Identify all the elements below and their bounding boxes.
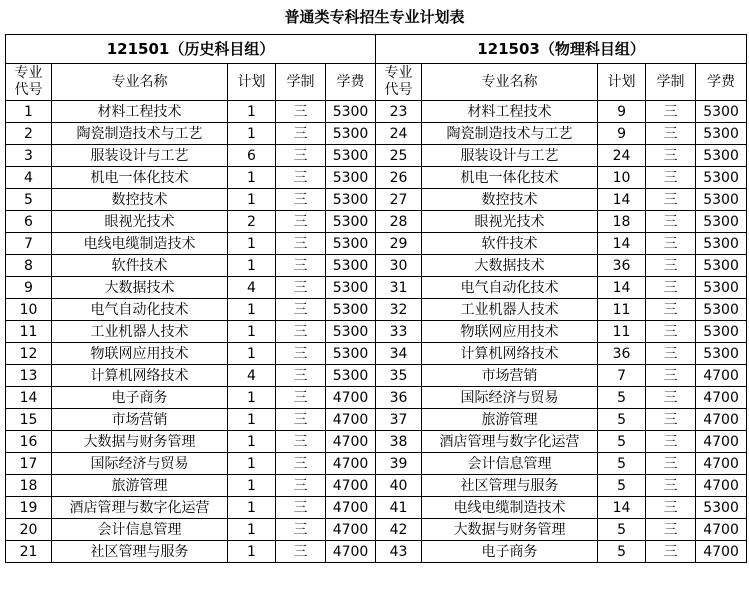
cell-years: 三	[646, 409, 696, 431]
cell-fee: 4700	[326, 519, 376, 541]
cell-years: 三	[276, 145, 326, 167]
header-code-line1: 专业	[14, 65, 43, 81]
cell-years: 三	[276, 321, 326, 343]
cell-years: 三	[276, 299, 326, 321]
page-title: 普通类专科招生专业计划表	[284, 8, 465, 26]
cell-name: 材料工程技术	[422, 101, 598, 123]
cell-years: 三	[276, 365, 326, 387]
cell-code: 26	[376, 167, 422, 189]
table-row	[6, 365, 747, 387]
cell-years: 三	[646, 299, 696, 321]
cell-name: 电线电缆制造技术	[422, 497, 598, 519]
cell-years: 三	[276, 387, 326, 409]
cell-name: 电线电缆制造技术	[52, 233, 228, 255]
table-row	[6, 123, 747, 145]
cell-name: 机电一体化技术	[52, 167, 228, 189]
cell-fee: 5300	[326, 123, 376, 145]
cell-code: 11	[6, 321, 52, 343]
cell-code: 31	[376, 277, 422, 299]
cell-name: 酒店管理与数字化运营	[422, 431, 598, 453]
cell-code: 20	[6, 519, 52, 541]
cell-name: 国际经济与贸易	[422, 387, 598, 409]
cell-years: 三	[276, 233, 326, 255]
cell-code: 18	[6, 475, 52, 497]
table-row	[6, 321, 747, 343]
table-row	[6, 299, 747, 321]
table-row	[6, 497, 747, 519]
cell-years: 三	[276, 431, 326, 453]
cell-fee: 5300	[696, 211, 747, 233]
cell-code: 28	[376, 211, 422, 233]
cell-plan: 1	[228, 541, 276, 563]
cell-code: 10	[6, 299, 52, 321]
cell-years: 三	[646, 167, 696, 189]
cell-years: 三	[646, 233, 696, 255]
table-row	[6, 453, 747, 475]
cell-fee: 5300	[326, 277, 376, 299]
cell-fee: 4700	[326, 497, 376, 519]
cell-years: 三	[276, 343, 326, 365]
cell-plan: 1	[228, 519, 276, 541]
cell-fee: 5300	[696, 233, 747, 255]
cell-name: 工业机器人技术	[52, 321, 228, 343]
cell-plan: 11	[598, 299, 646, 321]
cell-years: 三	[646, 321, 696, 343]
cell-plan: 1	[228, 453, 276, 475]
cell-plan: 1	[228, 189, 276, 211]
cell-name: 计算机网络技术	[52, 365, 228, 387]
cell-years: 三	[276, 497, 326, 519]
cell-fee: 4700	[326, 453, 376, 475]
cell-fee: 4700	[696, 541, 747, 563]
cell-fee: 5300	[326, 211, 376, 233]
cell-code: 38	[376, 431, 422, 453]
column-header-plan: 计划	[598, 64, 646, 101]
cell-code: 17	[6, 453, 52, 475]
cell-code: 7	[6, 233, 52, 255]
cell-years: 三	[276, 519, 326, 541]
cell-code: 5	[6, 189, 52, 211]
table-row	[6, 277, 747, 299]
cell-plan: 4	[228, 365, 276, 387]
table-row	[6, 145, 747, 167]
cell-fee: 5300	[326, 167, 376, 189]
cell-name: 电子商务	[422, 541, 598, 563]
cell-code: 19	[6, 497, 52, 519]
cell-plan: 1	[228, 431, 276, 453]
cell-code: 9	[6, 277, 52, 299]
cell-plan: 6	[228, 145, 276, 167]
column-header-years: 学制	[276, 64, 326, 101]
cell-name: 社区管理与服务	[52, 541, 228, 563]
cell-plan: 1	[228, 497, 276, 519]
column-header-fee: 学费	[326, 64, 376, 101]
cell-years: 三	[646, 211, 696, 233]
cell-name: 软件技术	[422, 233, 598, 255]
cell-name: 计算机网络技术	[422, 343, 598, 365]
cell-fee: 5300	[696, 277, 747, 299]
cell-fee: 5300	[696, 255, 747, 277]
cell-plan: 1	[228, 475, 276, 497]
cell-fee: 4700	[696, 365, 747, 387]
cell-fee: 4700	[326, 475, 376, 497]
cell-fee: 5300	[696, 343, 747, 365]
cell-fee: 5300	[326, 255, 376, 277]
cell-fee: 5300	[696, 167, 747, 189]
cell-name: 会计信息管理	[422, 453, 598, 475]
column-header-name: 专业名称	[422, 64, 598, 101]
cell-code: 33	[376, 321, 422, 343]
cell-plan: 9	[598, 101, 646, 123]
cell-plan: 5	[598, 541, 646, 563]
enrollment-plan-table	[5, 34, 747, 563]
cell-name: 旅游管理	[52, 475, 228, 497]
cell-plan: 36	[598, 255, 646, 277]
group-header-row	[6, 35, 747, 64]
cell-code: 24	[376, 123, 422, 145]
cell-name: 物联网应用技术	[422, 321, 598, 343]
cell-plan: 9	[598, 123, 646, 145]
cell-years: 三	[646, 123, 696, 145]
cell-fee: 5300	[326, 233, 376, 255]
table-row	[6, 167, 747, 189]
cell-fee: 4700	[696, 409, 747, 431]
cell-fee: 5300	[326, 321, 376, 343]
cell-plan: 24	[598, 145, 646, 167]
table-row	[6, 387, 747, 409]
cell-years: 三	[646, 541, 696, 563]
cell-code: 43	[376, 541, 422, 563]
cell-fee: 4700	[696, 387, 747, 409]
cell-fee: 5300	[326, 145, 376, 167]
cell-name: 大数据与财务管理	[52, 431, 228, 453]
cell-name: 大数据与财务管理	[422, 519, 598, 541]
cell-years: 三	[646, 255, 696, 277]
cell-name: 眼视光技术	[52, 211, 228, 233]
cell-plan: 14	[598, 189, 646, 211]
cell-name: 软件技术	[52, 255, 228, 277]
cell-fee: 5300	[326, 101, 376, 123]
cell-plan: 14	[598, 233, 646, 255]
cell-plan: 14	[598, 277, 646, 299]
cell-years: 三	[646, 343, 696, 365]
cell-fee: 4700	[696, 453, 747, 475]
cell-years: 三	[646, 277, 696, 299]
cell-fee: 5300	[326, 189, 376, 211]
cell-code: 39	[376, 453, 422, 475]
cell-years: 三	[646, 387, 696, 409]
cell-code: 3	[6, 145, 52, 167]
cell-fee: 4700	[326, 541, 376, 563]
table-row	[6, 409, 747, 431]
header-code-line2: 代号	[384, 82, 413, 98]
cell-years: 三	[276, 101, 326, 123]
group-header-physics: 121503（物理科目组）	[376, 35, 747, 64]
cell-name: 大数据技术	[52, 277, 228, 299]
cell-name: 电气自动化技术	[422, 277, 598, 299]
cell-plan: 5	[598, 519, 646, 541]
cell-name: 市场营销	[422, 365, 598, 387]
cell-fee: 5300	[696, 321, 747, 343]
cell-plan: 1	[228, 233, 276, 255]
column-header-fee: 学费	[696, 64, 747, 101]
cell-code: 14	[6, 387, 52, 409]
cell-plan: 18	[598, 211, 646, 233]
cell-name: 陶瓷制造技术与工艺	[422, 123, 598, 145]
cell-name: 社区管理与服务	[422, 475, 598, 497]
cell-code: 23	[376, 101, 422, 123]
cell-code: 41	[376, 497, 422, 519]
cell-name: 数控技术	[52, 189, 228, 211]
cell-fee: 5300	[326, 299, 376, 321]
cell-years: 三	[646, 475, 696, 497]
cell-name: 市场营销	[52, 409, 228, 431]
cell-fee: 5300	[696, 299, 747, 321]
table-row	[6, 431, 747, 453]
cell-plan: 7	[598, 365, 646, 387]
table-row	[6, 343, 747, 365]
cell-name: 眼视光技术	[422, 211, 598, 233]
cell-code: 32	[376, 299, 422, 321]
group-header-history: 121501（历史科目组）	[6, 35, 376, 64]
cell-code: 15	[6, 409, 52, 431]
table-row	[6, 255, 747, 277]
cell-name: 电子商务	[52, 387, 228, 409]
cell-name: 机电一体化技术	[422, 167, 598, 189]
cell-years: 三	[276, 541, 326, 563]
cell-plan: 1	[228, 101, 276, 123]
column-header-years: 学制	[646, 64, 696, 101]
column-header-code	[376, 64, 422, 101]
cell-code: 21	[6, 541, 52, 563]
cell-code: 6	[6, 211, 52, 233]
cell-name: 电气自动化技术	[52, 299, 228, 321]
cell-plan: 5	[598, 387, 646, 409]
cell-code: 29	[376, 233, 422, 255]
cell-years: 三	[276, 211, 326, 233]
cell-fee: 5300	[696, 101, 747, 123]
cell-name: 旅游管理	[422, 409, 598, 431]
cell-code: 37	[376, 409, 422, 431]
cell-name: 大数据技术	[422, 255, 598, 277]
column-header-plan: 计划	[228, 64, 276, 101]
cell-name: 服装设计与工艺	[52, 145, 228, 167]
cell-name: 服装设计与工艺	[422, 145, 598, 167]
table-row	[6, 211, 747, 233]
cell-plan: 4	[228, 277, 276, 299]
cell-fee: 5300	[696, 497, 747, 519]
cell-years: 三	[646, 453, 696, 475]
cell-plan: 5	[598, 475, 646, 497]
cell-plan: 1	[228, 255, 276, 277]
cell-code: 4	[6, 167, 52, 189]
cell-years: 三	[646, 145, 696, 167]
header-code-line2: 代号	[14, 82, 43, 98]
cell-fee: 5300	[326, 343, 376, 365]
cell-fee: 5300	[696, 189, 747, 211]
cell-code: 36	[376, 387, 422, 409]
cell-plan: 36	[598, 343, 646, 365]
cell-code: 13	[6, 365, 52, 387]
cell-plan: 1	[228, 299, 276, 321]
cell-plan: 1	[228, 409, 276, 431]
cell-years: 三	[646, 189, 696, 211]
cell-name: 物联网应用技术	[52, 343, 228, 365]
column-header-name: 专业名称	[52, 64, 228, 101]
cell-name: 材料工程技术	[52, 101, 228, 123]
cell-plan: 5	[598, 409, 646, 431]
cell-name: 酒店管理与数字化运营	[52, 497, 228, 519]
cell-plan: 10	[598, 167, 646, 189]
cell-fee: 5300	[696, 123, 747, 145]
cell-fee: 5300	[696, 145, 747, 167]
cell-code: 16	[6, 431, 52, 453]
cell-plan: 1	[228, 343, 276, 365]
cell-fee: 4700	[326, 387, 376, 409]
cell-name: 工业机器人技术	[422, 299, 598, 321]
cell-plan: 5	[598, 453, 646, 475]
cell-code: 8	[6, 255, 52, 277]
cell-fee: 4700	[696, 475, 747, 497]
cell-plan: 1	[228, 123, 276, 145]
cell-code: 42	[376, 519, 422, 541]
cell-plan: 5	[598, 431, 646, 453]
cell-code: 27	[376, 189, 422, 211]
cell-years: 三	[646, 431, 696, 453]
cell-years: 三	[646, 519, 696, 541]
cell-fee: 4700	[326, 409, 376, 431]
column-header-row	[6, 64, 747, 101]
table-row	[6, 519, 747, 541]
cell-name: 数控技术	[422, 189, 598, 211]
cell-plan: 11	[598, 321, 646, 343]
column-header-code	[6, 64, 52, 101]
cell-code: 40	[376, 475, 422, 497]
cell-code: 12	[6, 343, 52, 365]
cell-plan: 14	[598, 497, 646, 519]
cell-fee: 4700	[696, 519, 747, 541]
table-row	[6, 475, 747, 497]
cell-years: 三	[276, 255, 326, 277]
cell-code: 2	[6, 123, 52, 145]
cell-fee: 4700	[326, 431, 376, 453]
cell-years: 三	[646, 101, 696, 123]
cell-plan: 2	[228, 211, 276, 233]
cell-plan: 1	[228, 167, 276, 189]
cell-name: 会计信息管理	[52, 519, 228, 541]
header-code-line1: 专业	[384, 65, 413, 81]
cell-years: 三	[276, 277, 326, 299]
table-row	[6, 101, 747, 123]
table-row	[6, 541, 747, 563]
cell-years: 三	[276, 453, 326, 475]
table-row	[6, 233, 747, 255]
cell-code: 30	[376, 255, 422, 277]
cell-years: 三	[276, 409, 326, 431]
cell-name: 陶瓷制造技术与工艺	[52, 123, 228, 145]
cell-code: 25	[376, 145, 422, 167]
cell-years: 三	[276, 167, 326, 189]
table-row	[6, 189, 747, 211]
cell-years: 三	[276, 189, 326, 211]
cell-code: 1	[6, 101, 52, 123]
cell-years: 三	[276, 123, 326, 145]
cell-plan: 1	[228, 321, 276, 343]
cell-code: 35	[376, 365, 422, 387]
cell-plan: 1	[228, 387, 276, 409]
cell-name: 国际经济与贸易	[52, 453, 228, 475]
cell-years: 三	[646, 365, 696, 387]
cell-years: 三	[646, 497, 696, 519]
cell-code: 34	[376, 343, 422, 365]
cell-fee: 5300	[326, 365, 376, 387]
cell-fee: 4700	[696, 431, 747, 453]
cell-years: 三	[276, 475, 326, 497]
